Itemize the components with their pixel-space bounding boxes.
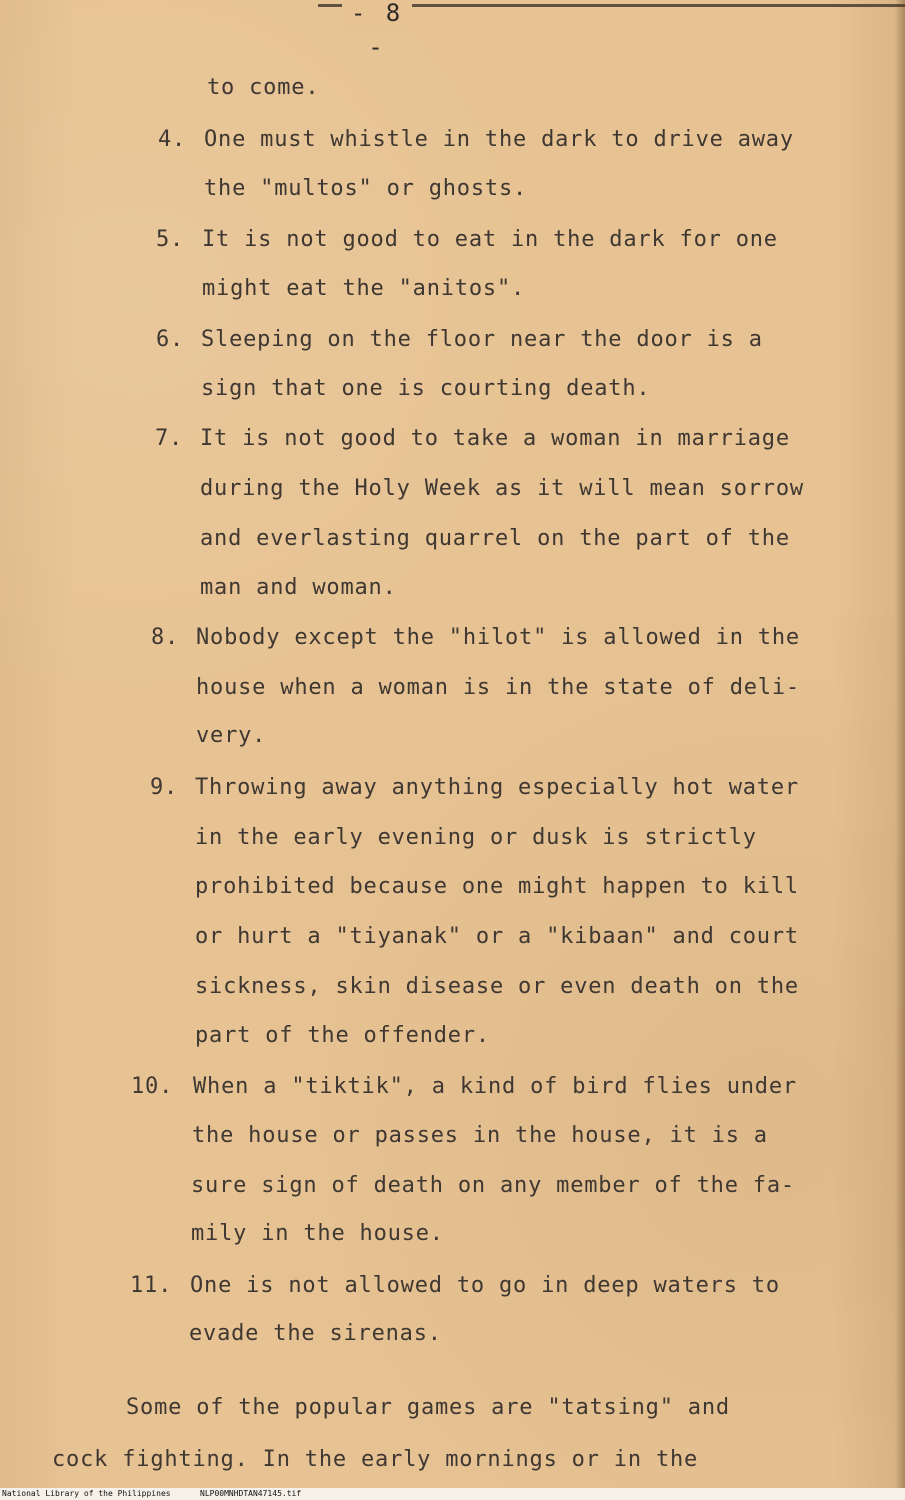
list-item-line: One must whistle in the dark to drive away <box>204 127 794 152</box>
list-item-number: 7. <box>155 426 184 451</box>
list-item-number: 6. <box>156 327 185 352</box>
list-item-line: the "multos" or ghosts. <box>204 176 528 201</box>
list-item-line: in the early evening or dusk is strictly <box>195 825 757 850</box>
list-item-line: Sleeping on the floor near the door is a <box>201 327 763 352</box>
list-item-line: Throwing away anything especially hot water <box>195 775 799 800</box>
list-item-line: It is not good to eat in the dark for one <box>202 227 778 252</box>
paragraph-line: Some of the popular games are "tatsing" and <box>126 1395 730 1420</box>
list-item-line: or hurt a "tiyanak" or a "kibaan" and court <box>195 924 799 949</box>
list-item-line: sure sign of death on any member of the fa- <box>191 1173 795 1198</box>
list-item-line: part of the offender. <box>195 1023 490 1048</box>
archive-footer <box>0 1488 905 1500</box>
list-item-number: 9. <box>150 775 179 800</box>
paragraph-line: cock fighting. In the early mornings or in the <box>52 1447 699 1472</box>
list-item-line: It is not good to take a woman in marriage <box>200 426 790 451</box>
list-item-line: very. <box>196 723 267 748</box>
list-item-number: 5. <box>156 227 185 252</box>
list-item-line: during the Holy Week as it will mean sorrow <box>200 476 804 501</box>
list-item-number: 4. <box>158 127 187 152</box>
list-item-line: the house or passes in the house, it is a <box>192 1123 768 1148</box>
list-item-number: 8. <box>151 625 180 650</box>
list-item-line: evade the sirenas. <box>189 1321 442 1346</box>
footer-source: National Library of the Philippines <box>2 1489 171 1498</box>
list-item-line: When a "tiktik", a kind of bird flies under <box>193 1074 797 1099</box>
page-number: - 8 - <box>342 0 412 30</box>
list-item-line: man and woman. <box>200 575 397 600</box>
list-item-line: house when a woman is in the state of deli- <box>196 675 800 700</box>
page-edge-shadow <box>895 0 905 1500</box>
footer-filename: NLP00MNHDTAN47145.tif <box>200 1489 302 1498</box>
list-item-line: and everlasting quarrel on the part of the <box>200 526 790 551</box>
list-item-line: sickness, skin disease or even death on the <box>195 974 799 999</box>
list-item-number: 10. <box>131 1074 174 1099</box>
list-item-line: might eat the "anitos". <box>202 276 526 301</box>
text-line: to come. <box>207 75 320 100</box>
list-item-line: One is not allowed to go in deep waters to <box>190 1273 780 1298</box>
list-item-line: prohibited because one might happen to kill <box>195 874 799 899</box>
list-item-number: 11. <box>130 1273 173 1298</box>
list-item-line: Nobody except the "hilot" is allowed in the <box>196 625 800 650</box>
list-item-line: mily in the house. <box>191 1221 444 1246</box>
list-item-line: sign that one is courting death. <box>201 376 651 401</box>
